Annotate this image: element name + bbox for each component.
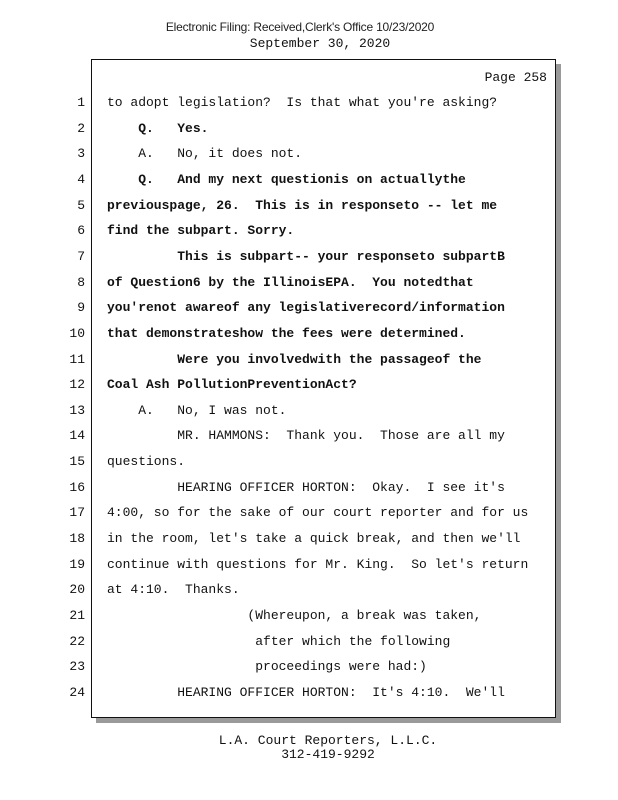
line-text: This is subpart-- your responseto subpartB [107,248,505,264]
transcript-line [77,170,542,190]
transcript-line [69,452,542,472]
line-number: 21 [69,608,85,623]
transcript-line [69,375,542,395]
transcript-line [77,247,542,267]
transcript-line [69,606,542,626]
line-text: of Question6 by the IllinoisEPA. You notedthat [107,274,474,290]
line-text: to adopt legislation? Is that what you're asking? [107,95,498,110]
transcript-line [69,324,542,344]
line-number: 5 [77,197,85,213]
transcript-line [77,144,542,164]
line-number: 16 [69,479,85,495]
line-text: at 4:10. Thanks. [107,582,240,598]
transcript-line [69,401,542,421]
line-text: proceedings were had:) [107,659,427,675]
line-text: questions. [107,454,186,470]
line-number: 23 [69,659,85,675]
line-text: 4:00, so for the sake of our court reporter and for us [107,505,529,521]
line-text: A. No, I was not. [107,402,287,418]
line-number: 19 [69,556,85,572]
line-number: 22 [69,633,85,649]
line-text: Coal Ash PollutionPreventionAct? [107,377,357,393]
line-text: Q. Yes. [107,120,209,136]
transcript-line [77,298,542,318]
line-number: 1 [77,95,85,110]
line-text: continue with questions for Mr. King. So let's return [107,556,529,572]
line-text: in the room, let's take a quick break, and then we'll [107,531,521,547]
line-number: 8 [77,274,85,290]
filing-stamp: Electronic Filing: Received,Clerk's Office 10/23/2020 [165,20,435,34]
transcript-page [69,59,556,718]
transcript-line [77,221,542,241]
line-text: you'renot awareof any legislativerecord/information [107,300,505,316]
transcript-line [69,580,542,600]
line-number: 12 [69,377,85,393]
line-text: Were you involvedwith the passageof the [107,351,482,367]
transcript-line [77,273,542,293]
line-text: A. No, it does not. [107,146,303,162]
line-number: 15 [69,454,85,470]
line-text: previouspage, 26. This is in responseto -- let me [107,197,498,213]
line-text: that demonstrateshow the fees were determined. [107,325,466,341]
transcript-line [77,119,542,139]
line-text: find the subpart. Sorry. [107,223,295,239]
transcript-line [69,555,542,575]
line-number: 10 [69,325,85,341]
transcript-line [69,683,542,703]
line-text: HEARING OFFICER HORTON: Okay. I see it's [107,479,505,495]
line-text: HEARING OFFICER HORTON: It's 4:10. We'll [107,684,505,700]
transcript-line [69,503,542,523]
reporter-phone: 312-419-9292 [281,747,375,762]
line-text: MR. HAMMONS: Thank you. Those are all my [107,428,505,444]
transcript-line [77,196,542,216]
transcript-line [77,93,542,113]
line-number: 13 [69,402,85,418]
line-number: 18 [69,531,85,547]
line-text: Q. And my next questionis on actuallythe [107,171,466,187]
line-number: 7 [77,248,85,264]
line-number: 17 [69,505,85,521]
line-number: 9 [77,300,85,316]
transcript-date: September 30, 2020 [249,36,391,51]
line-text: after which the following [107,633,451,649]
transcript-line [69,350,542,370]
line-number: 2 [77,120,85,136]
reporter-company: L.A. Court Reporters, L.L.C. [218,733,438,748]
line-number: 6 [77,223,85,239]
transcript-line [69,657,542,677]
transcript-line [69,426,542,446]
line-number: 14 [69,428,85,444]
line-number: 3 [77,146,85,162]
page-number: Page 258 [484,70,547,85]
transcript-line [69,478,542,498]
line-number: 24 [69,684,85,700]
line-text: (Whereupon, a break was taken, [107,608,482,623]
transcript-line [69,529,542,549]
transcript-line [69,632,542,652]
line-number: 11 [69,351,85,367]
line-number: 4 [77,171,85,187]
line-number: 20 [69,582,85,598]
